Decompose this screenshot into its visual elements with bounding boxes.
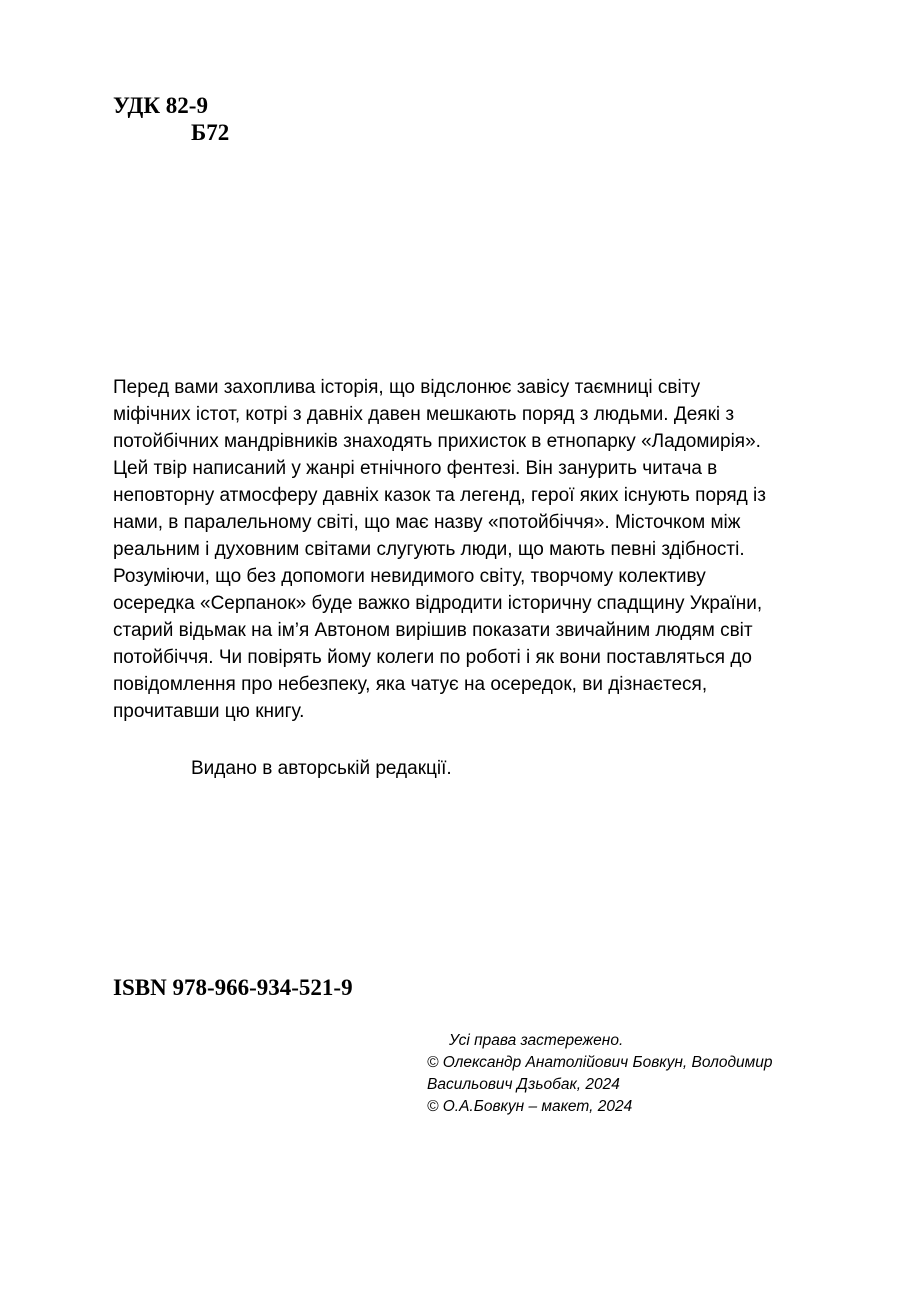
- copyright-line: © О.А.Бовкун – макет, 2024: [427, 1098, 633, 1115]
- rights-reserved-line: Усі права застережено.: [449, 1032, 624, 1049]
- abstract-line: прочитавши цю книгу.: [113, 701, 305, 722]
- abstract-line: Цей твір написаний у жанрі етнічного фентезі. Він занурить читача в: [113, 458, 718, 479]
- udk-code: УДК 82-9: [113, 93, 208, 118]
- abstract-line: неповторну атмосферу давніх казок та легенд, герої яких існують поряд із: [113, 485, 766, 506]
- abstract-line: Розуміючи, що без допомоги невидимого світу, творчому колективу: [113, 566, 706, 587]
- isbn-number: ISBN 978-966-934-521-9: [113, 975, 353, 1000]
- copyright-line: © Олександр Анатолійович Бовкун, Володимир: [427, 1054, 773, 1071]
- abstract-line: міфічних істот, котрі з давніх давен мешкають поряд з людьми. Деякі з: [113, 404, 735, 425]
- book-abstract: [113, 374, 848, 725]
- abstract-line: потойбічних мандрівників знаходять прихисток в етнопарку «Ладомирія».: [113, 431, 761, 452]
- edition-note: Видано в авторській редакції.: [191, 758, 452, 779]
- copyright-line: Васильович Дзьобак, 2024: [427, 1076, 620, 1093]
- abstract-line: реальним і духовним світами слугують люди, що мають певні здібності.: [113, 539, 745, 560]
- abstract-line: потойбіччя. Чи повірять йому колеги по роботі і як вони поставляться до: [113, 647, 752, 668]
- copyright-block: [427, 1030, 773, 1118]
- classification-block: [113, 92, 229, 146]
- abstract-line: Перед вами захоплива історія, що відслонює завісу таємниці світу: [113, 377, 701, 398]
- abstract-line: старий відьмак на ім’я Автоном вирішив показати звичайним людям світ: [113, 620, 753, 641]
- abstract-line: нами, в паралельному світі, що має назву «потойбіччя». Місточком між: [113, 512, 741, 533]
- abstract-line: повідомлення про небезпеку, яка чатує на осередок, ви дізнаєтеся,: [113, 674, 708, 695]
- bbk-code: Б72: [191, 120, 230, 145]
- abstract-line: осередка «Серпанок» буде важко відродити історичну спадщину України,: [113, 593, 763, 614]
